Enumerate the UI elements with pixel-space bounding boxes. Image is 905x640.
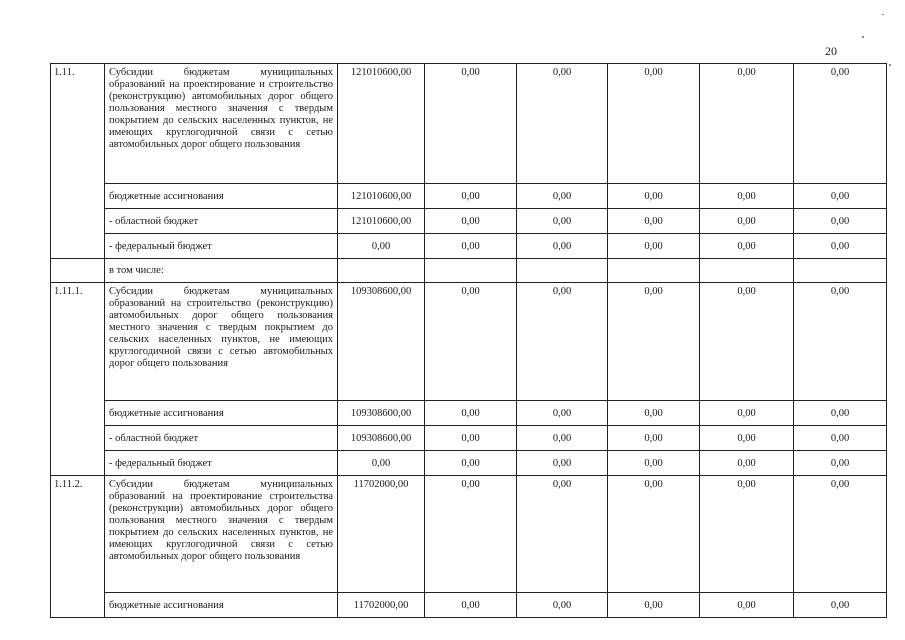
value-cell: 0,00 [700,593,794,618]
value-cell: 0,00 [425,451,517,476]
value-cell: 0,00 [517,234,608,259]
value-cell: 0,00 [700,234,794,259]
item-description: Субсидии бюджетам муниципальных образований на строительство (реконструкцию) автомобильных дорог общего пользования местного значения с твердым покрытием до сельских населенных пунктов, не имеющих круглогодичной связи с сетью автомобильных дорог общего пользования [105,283,338,401]
value-cell: 121010600,00 [338,64,425,184]
value-cell: 0,00 [794,593,887,618]
table-row [51,234,887,259]
value-cell: 121010600,00 [338,209,425,234]
item-description: Субсидии бюджетам муниципальных образований на проектирование строительства (реконструкции) автомобильных дорог общего пользования местного значения с твердым покрытием до сельских населенных пунктов, не имеющих круглогодичной связи с сетью автомобильных дорог общего пользования [105,476,338,593]
value-cell: 0,00 [794,209,887,234]
item-code: 1.11. [51,64,105,259]
row-label: бюджетные ассигнования [105,593,338,618]
row-label: - областной бюджет [105,209,338,234]
value-cell: 109308600,00 [338,283,425,401]
table-row [51,593,887,618]
table-row [51,209,887,234]
value-cell: 109308600,00 [338,426,425,451]
row-label: - федеральный бюджет [105,234,338,259]
scan-speck [862,36,864,38]
value-cell: 0,00 [700,64,794,184]
table-row [51,259,887,283]
scan-speck [889,64,891,66]
value-cell: 0,00 [794,451,887,476]
row-label: бюджетные ассигнования [105,401,338,426]
value-cell: 0,00 [608,593,700,618]
value-cell: 0,00 [608,426,700,451]
empty-cell [338,259,425,283]
value-cell: 0,00 [794,426,887,451]
value-cell: 0,00 [517,209,608,234]
value-cell: 0,00 [517,476,608,593]
value-cell: 0,00 [517,283,608,401]
table-row [51,64,887,184]
value-cell: 0,00 [700,451,794,476]
budget-table [50,63,887,618]
value-cell: 0,00 [700,283,794,401]
value-cell: 0,00 [608,476,700,593]
value-cell: 0,00 [794,401,887,426]
value-cell: 0,00 [425,234,517,259]
page-number: 20 [825,44,837,58]
value-cell: 0,00 [425,209,517,234]
value-cell: 0,00 [517,401,608,426]
value-cell: 0,00 [608,401,700,426]
value-cell: 0,00 [794,283,887,401]
value-cell: 0,00 [425,426,517,451]
value-cell: 0,00 [338,234,425,259]
value-cell: 11702000,00 [338,593,425,618]
empty-cell [517,259,608,283]
value-cell: 0,00 [608,234,700,259]
table-row [51,451,887,476]
value-cell: 0,00 [425,476,517,593]
value-cell: 0,00 [338,451,425,476]
row-label: в том числе: [105,259,338,283]
table-row [51,184,887,209]
item-description: Субсидии бюджетам муниципальных образований на проектирование и строительство (реконструкцию) автомобильных дорог общего пользования местного значения с твердым покрытием до сельских населенных пунктов, не имеющих круглогодичной связи с сетью автомобильных дорог общего пользования [105,64,338,184]
value-cell: 0,00 [700,401,794,426]
value-cell: 0,00 [425,283,517,401]
value-cell: 0,00 [794,64,887,184]
table-row [51,401,887,426]
value-cell: 0,00 [700,426,794,451]
item-code: 1.11.2. [51,476,105,618]
value-cell: 0,00 [517,184,608,209]
value-cell: 0,00 [425,593,517,618]
value-cell: 0,00 [425,401,517,426]
row-label: - областной бюджет [105,426,338,451]
value-cell: 109308600,00 [338,401,425,426]
value-cell: 0,00 [425,184,517,209]
value-cell: 0,00 [517,451,608,476]
value-cell: 11702000,00 [338,476,425,593]
value-cell: 0,00 [608,64,700,184]
empty-cell [794,259,887,283]
value-cell: 121010600,00 [338,184,425,209]
value-cell: 0,00 [794,476,887,593]
value-cell: 0,00 [425,64,517,184]
empty-cell [608,259,700,283]
empty-cell [700,259,794,283]
value-cell: 0,00 [608,184,700,209]
item-code: 1.11.1. [51,283,105,476]
value-cell: 0,00 [700,209,794,234]
table-row [51,283,887,401]
value-cell: 0,00 [608,283,700,401]
value-cell: 0,00 [794,184,887,209]
value-cell: 0,00 [517,64,608,184]
table-row [51,476,887,593]
empty-cell [425,259,517,283]
row-label: бюджетные ассигнования [105,184,338,209]
value-cell: 0,00 [700,184,794,209]
value-cell: 0,00 [794,234,887,259]
value-cell: 0,00 [608,451,700,476]
row-label: - федеральный бюджет [105,451,338,476]
value-cell: 0,00 [517,593,608,618]
scan-speck [882,14,884,15]
empty-cell [51,259,105,283]
value-cell: 0,00 [700,476,794,593]
table-row [51,426,887,451]
value-cell: 0,00 [517,426,608,451]
value-cell: 0,00 [608,209,700,234]
